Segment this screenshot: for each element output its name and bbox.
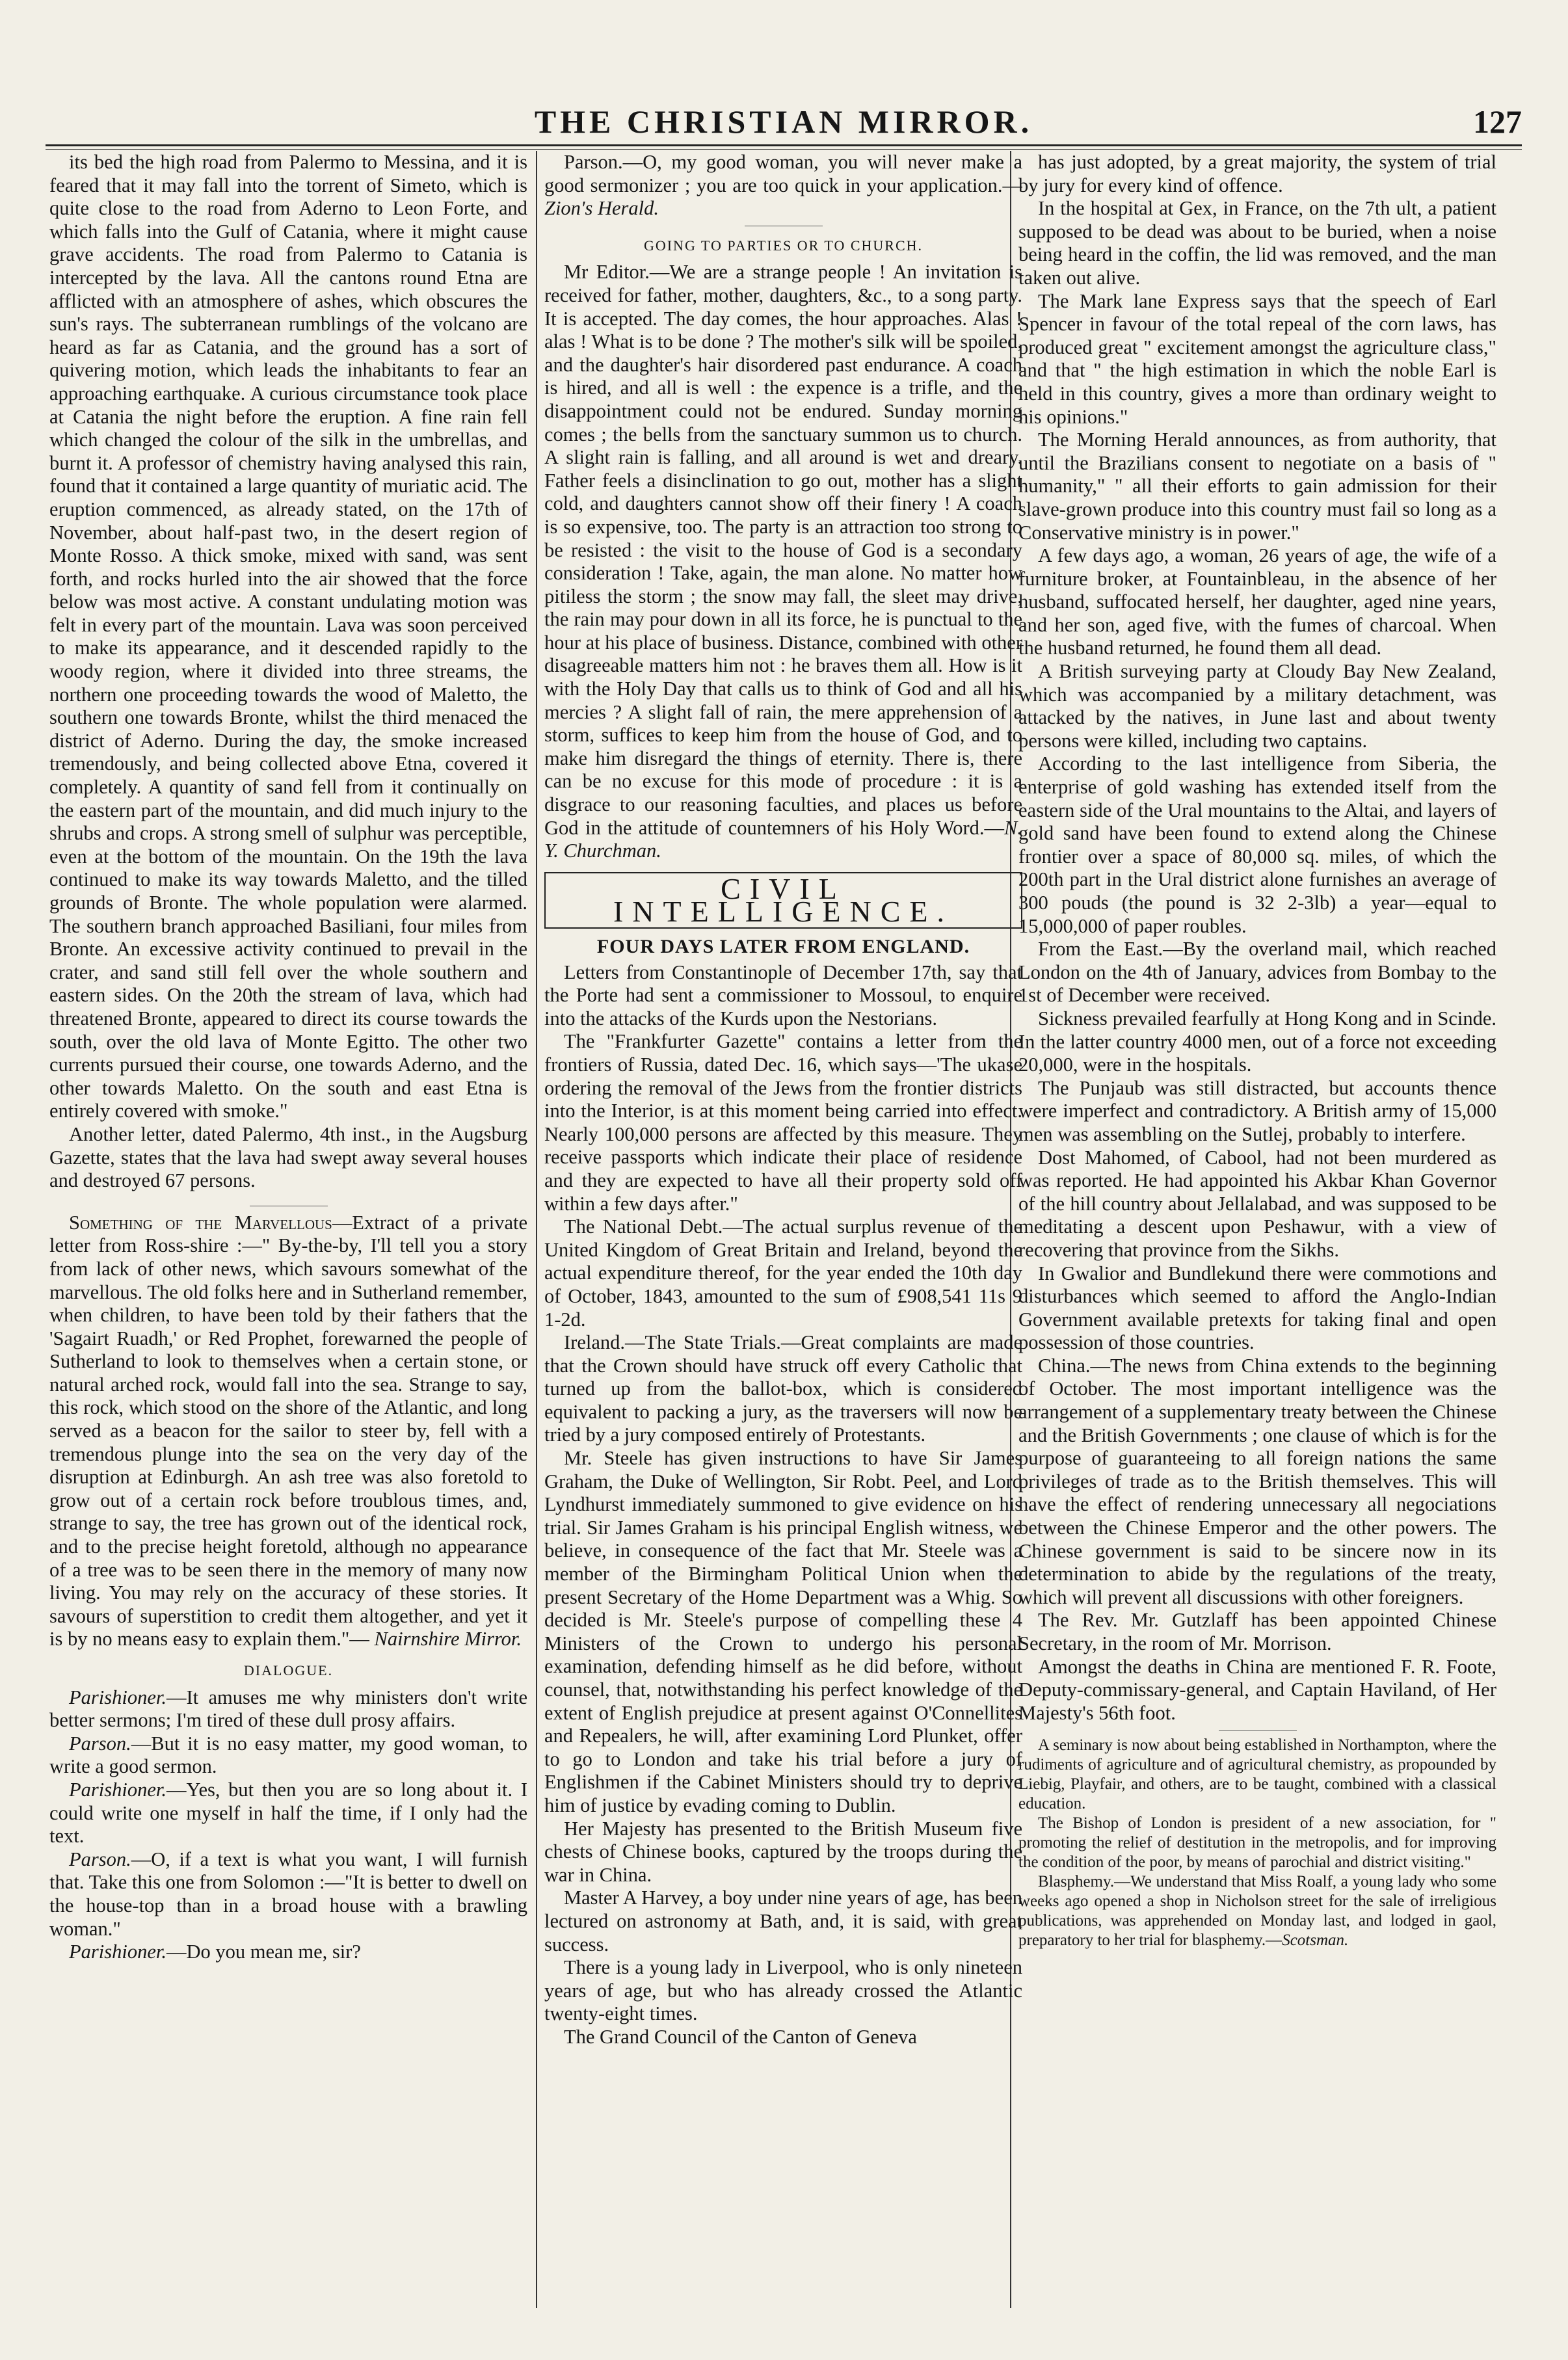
news-paragraph: Amongst the deaths in China are mentioned F. R. Foote, Deputy-commissary-general, and Captain Haviland, of Her Majesty's 56th foot.	[1018, 1655, 1496, 1724]
news-paragraph: has just adopted, by a great majority, the system of trial by jury for every kind of offence.	[1018, 151, 1496, 196]
masthead	[46, 98, 1522, 143]
parson-source: Zion's Herald.	[544, 197, 659, 220]
blasphemy-text: Blasphemy.—We understand that Miss Roalf, a young lady who some weeks ago opened a shop in Nicholson street for the sale of irreligious publications, was apprehended on Monday last, and lodged in gaol, preparatory to her trial for blasphemy.—	[1018, 1873, 1496, 1950]
dialogue-line	[49, 1686, 527, 1732]
speaker: Parson.	[69, 1732, 131, 1755]
paper-title: THE CHRISTIAN MIRROR.	[534, 103, 1033, 140]
church-text: Mr Editor.—We are a strange people ! An invitation is received for father, mother, daughters, &c., to a song party. It is accepted. The day comes, the hour approaches. Alas ! alas ! What is to be done ? The mother's silk will be spoiled, and the daughter's hair disordered past endurance. A coach is hired, and all is well : the expence is a trifle, and the disappointment could not be endured. Sunday morning comes ; the bells from the sanctuary summon us to church. A slight rain is falling, and all around is wet and dreary. Father feels a disinclination to go out, mother has a slight cold, and daughters cannot show off their finery ! A coach is so expensive, too. The party is an attraction too strong to be resisted : the visit to the house of God is a secondary consideration ! Take, again, the man alone. No matter how pitiless the storm ; the snow may fall, the sleet may drive, the rain may pour down in all its force, he is punctual to the hour at his place of business. Distance, combined with other disagreeable matters him not : he braves them all. How is it with the Holy Day that calls us to think of God and all his mercies ? A slight fall of rain, the mere apprehension of a storm, suffices to keep him from the house of God, and to make him disregard the things of eternity. There is, there can be no excuse for this mode of procedure : it is a disgrace to our reasoning faculties, and places us before God in the attitude of countemners of his Holy Word.—	[544, 261, 1022, 839]
news-paragraph: There is a young lady in Liverpool, who is only nineteen years of age, but who has already crossed the Atlantic twenty-eight times.	[544, 1956, 1022, 2025]
news-paragraph: The "Frankfurter Gazette" contains a letter from the frontiers of Russia, dated Dec. 16, which says—'The ukase ordering the removal of the Jews from the frontier districts into the Interior, is at this moment being carried into effect. Nearly 100,000 persons are affected by this measure. They receive passports which indicate their place of residence and they are expected to have all their property sold off within a few days after."	[544, 1030, 1022, 1215]
marvellous-article	[49, 1212, 527, 1651]
dialogue-text: —But it is no easy matter, my good woman, to write a good sermon.	[49, 1732, 527, 1778]
news-paragraph: The Punjaub was still distracted, but accounts thence were imperfect and contradictory. A British army of 15,000 men was assembling on the Sutlej, probably to interfere.	[1018, 1076, 1496, 1145]
news-paragraph: The Mark lane Express says that the speech of Earl Spencer in favour of the total repeal of the corn laws, has produced great " excitement amongst the agriculture class," and that " the high estimation in which the noble Earl is held in this country, gives a more than ordinary weight to his opinions."	[1018, 289, 1496, 428]
news-paragraph: Letters from Constantinople of December 17th, say that the Porte had sent a commissioner to Mossoul, to enquire into the attacks of the Kurds upon the Nestorians.	[544, 961, 1022, 1029]
header-rule	[46, 144, 1522, 146]
news-paragraph: A British surveying party at Cloudy Bay New Zealand, which was accompanied by a military detachment, was attacked by the natives, in June last and about twenty persons were killed, including two captains.	[1018, 660, 1496, 752]
scotsman-source: Scotsman.	[1282, 1931, 1349, 1950]
speaker: Parishioner.	[69, 1941, 166, 1963]
church-article	[544, 261, 1022, 862]
augsburg-paragraph: Another letter, dated Palermo, 4th inst., in the Augsburg Gazette, states that the lava had swept away several houses and destroyed 67 persons.	[49, 1122, 527, 1192]
dialogue-text: —It amuses me why ministers don't write better sermons; I'm tired of these dull prosy affairs.	[49, 1686, 527, 1732]
news-paragraph: The Grand Council of the Canton of Geneva	[564, 2025, 917, 2048]
news-paragraph: From the East.—By the overland mail, which reached London on the 4th of January, advices from Bombay to the 1st of December were received.	[1018, 938, 1496, 1007]
small-paragraph: The Bishop of London is president of a new association, for " promoting the relief of destitution in the metropolis, and for improving the condition of the poor, by means of parochial and district visiting."	[1018, 1814, 1496, 1872]
news-paragraph: Master A Harvey, a boy under nine years of age, has been lectured on astronomy at Bath, and, it is said, with great success.	[544, 1887, 1022, 1956]
news-paragraph: Dost Mahomed, of Cabool, had not been murdered as was reported. He had appointed his Akbar Khan Governor of the hill country about Jellalabad, and was supposed to be meditating a descent upon Peshawur, with a view of recovering that province from the Sikhs.	[1018, 1146, 1496, 1261]
speaker: Parishioner.	[69, 1686, 166, 1708]
dialogue-text: —O, if a text is what you want, I will furnish that. Take this one from Solomon :—"It is better to dwell on the house-top than in a broad house with a brawling woman."	[49, 1848, 527, 1940]
england-heading: FOUR DAYS LATER FROM ENGLAND.	[596, 936, 970, 957]
news-paragraph: In the hospital at Gex, in France, on the 7th ult, a patient supposed to be dead was about to be buried, when a noise being heard in the coffin, the lid was removed, and the man taken out alive.	[1018, 197, 1496, 289]
dialogue-text: —Do you mean me, sir?	[166, 1941, 361, 1963]
dialogue-line	[49, 1941, 527, 1964]
dialogue-line	[49, 1779, 527, 1848]
dialogue-heading: DIALOGUE.	[243, 1662, 334, 1678]
header-rule-thin	[46, 149, 1522, 150]
dialogue-text: —Yes, but then you are so long about it. I could write one myself in half the time, if I only had the text.	[49, 1778, 527, 1848]
news-paragraph: The National Debt.—The actual surplus revenue of the United Kingdom of Great Britain and Ireland, beyond the actual expenditure thereof, for the year ended the 10th day of October, 1843, amounted to the sum of £908,541 11s 9 1-2d.	[544, 1215, 1022, 1331]
page-number: 127	[1473, 103, 1522, 140]
small-paragraph: A seminary is now about being established in Northampton, where the rudiments of agriculture and of agricultural chemistry, as propounded by Liebig, Playfair, and others, are to be taught, combined with a classical education.	[1018, 1736, 1496, 1813]
news-paragraph: In Gwalior and Bundlekund there were commotions and disturbances which seemed to afford the Anglo-Indian Government available pretexts for taking final and open possession of those countries.	[1018, 1262, 1496, 1354]
speaker: Parson.	[69, 1848, 131, 1870]
news-paragraph: Mr. Steele has given instructions to have Sir James Graham, the Duke of Wellington, Sir Robt. Peel, and Lord Lyndhurst immediately summoned to give evidence on his trial. Sir James Graham is his principal English witness, we believe, in consequence of the fact that Mr. Steele was a member of the Birmingham Political Union when the present Secretary of the Home Department was a Whig. So decided is Mr. Steele's purpose of compelling these 4 Ministers of the Crown to undergo his personal examination, defending himself as he did before, without counsel, that, notwithstanding his perfect knowledge of the extent of English prejudice at present against O'Connellites and Repealers, he will, after examining Lord Plunket, offer to go to London and take his trial before a jury of Englishmen if the Cabinet Ministers should try to deprive him of justice by evading coming to Dublin.	[544, 1447, 1022, 1816]
news-paragraph: China.—The news from China extends to the beginning of October. The most important intelligence was the arrangement of a supplementary treaty between the Chinese and the British Governments ; one clause of which is for the purpose of guaranteeing to all foreign nations the same privileges of trade as to the British themselves. This will have the effect of rendering unnecessary all negociations between the Chinese Emperor and the other powers. The Chinese government is said to be sincere now in its determination to abide by the regulations of the treaty, which will prevent all discussions with other foreigners.	[1018, 1354, 1496, 1608]
dialogue-line	[49, 1732, 527, 1779]
marvellous-source: Nairnshire Mirror.	[374, 1628, 522, 1651]
marvellous-lead: Something of the Marvellous	[69, 1211, 332, 1234]
column-2	[544, 151, 1022, 2308]
column-divider	[536, 151, 537, 2308]
column-1	[49, 151, 527, 2308]
speaker: Parishioner.	[69, 1778, 166, 1801]
church-source: N. Y. Churchman.	[544, 816, 1022, 862]
parson-text: Parson.—O, my good woman, you will never make a good sermonizer ; you are too quick in your application.—	[544, 151, 1022, 196]
etna-article: its bed the high road from Palermo to Messina, and it is feared that it may fall into the torrent of Simeto, which is quite close to the road from Aderno to Leon Forte, and which falls into the Gulf of Catania, where it might cause grave accidents. The road from Palermo to Catania is intercepted by the lava. All the cantons round Etna are afflicted with an atmosphere of ashes, which obscures the sun's rays. The subterranean rumblings of the volcano are heard as far as Catania, and the ground has a sort of quivering motion, which leads the inhabitants to fear an approaching earthquake. A curious circumstance took place at Catania the night before the eruption. A fine rain fell which changed the colour of the silk in the umbrellas, and burnt it. A professor of chemistry having analysed this rain, found that it contained a large quantity of muriatic acid. The eruption commenced, as already stated, on the 17th of November, about half-past two, in the desert region of Monte Rosso. A thick smoke, mixed with sand, was sent forth, and rocks hurled into the air showed that the force below was most active. A constant undulating motion was felt in every part of the mountain. Lava was soon perceived to make its appearance, and it descended rapidly to the woody region, where it divided into three streams, the northern one proceeding towards the wood of Maletto, the southern one towards Bronte, whilst the third menaced the district of Aderno. During the day, the smoke increased tremendously, and being collected above Etna, covered it completely. A quantity of sand fell from it continually on the eastern part of the mountain, and did much injury to the shrubs and crops. A strong smell of sulphur was perceptible, even at the bottom of the mountain. On the 19th the lava continued to make its way towards Maletto, and the tilled grounds of Bronte. The whole population were alarmed. The southern branch approached Basiliani, four miles from Bronte. An excessive activity continued to prevail in the crater, and sand still fell over the whole southern and eastern sides. On the 20th the stream of lava, which had threatened Bronte, appeared to direct its course towards the south, over the old lava of Monte Egitto. The other two currents pursued their course, one towards Aderno, and the other towards Maletto. On the south and east Etna is entirely covered with smoke."	[49, 151, 527, 1122]
news-paragraph: According to the last intelligence from Siberia, the enterprise of gold washing has extended itself from the eastern side of the Ural mountains to the Altai, and layers of gold sand have been found to extend along the Chinese frontier over a space of 80,000 sq. miles, of which the 200th part in the Ural district alone furnishes an average of 300 pouds (the pound is 32 2-3lb) a year—equal to 15,000,000 of paper roubles.	[1018, 752, 1496, 937]
news-paragraph: The Rev. Mr. Gutzlaff has been appointed Chinese Secretary, in the room of Mr. Morrison.	[1018, 1609, 1496, 1654]
news-paragraph: Ireland.—The State Trials.—Great complaints are made that the Crown should have struck off every Catholic that turned up from the ballot-box, which is considered equivalent to packing a jury, as the traversers will now be tried by a jury composed entirely of Protestants.	[544, 1331, 1022, 1446]
civil-intelligence-heading: CIVIL INTELLIGENCE.	[544, 872, 1022, 929]
small-paragraph	[1018, 1872, 1496, 1950]
marvellous-body: —Extract of a private letter from Ross-shire :—" By-the-by, I'll tell you a story from lack of other news, which savours somewhat of the marvellous. The old folks here and in Sutherland remember, when children, to have been told by their fathers that the 'Sagairt Ruadh,' or Red Prophet, forewarned the people of Sutherland to look to themselves when a certain stone, or natural arched rock, would fall into the sea. Strange to say, this rock, which stood on the shore of the Atlantic, and long served as a beacon for the sailor to steer by, fell with a tremendous plunge into the sea on the very day of the disruption at Edinburgh. An ash tree was also foretold to grow out of a certain rock before troublous times, and, strange to say, the tree has grown out of the identical rock, and to the precise height foretold, although no appearance of a tree was to be seen there in the memory of many now living. You may rely on the accuracy of these stories. It savours of superstition to credit them altogether, and yet it is by no means easy to explain them."—	[49, 1211, 527, 1651]
news-paragraph: Sickness prevailed fearfully at Hong Kong and in Scinde. In the latter country 4000 men, out of a force not exceeding 20,000, were in the hospitals.	[1018, 1007, 1496, 1076]
dialogue-line	[49, 1848, 527, 1941]
news-paragraph: A few days ago, a woman, 26 years of age, the wife of a furniture broker, at Fountainbleau, in the absence of her husband, suffocated herself, her daughter, aged nine years, and her son, aged five, with the fumes of charcoal. When the husband returned, he found them all dead.	[1018, 544, 1496, 659]
church-heading: GOING TO PARTIES OR TO CHURCH.	[643, 237, 924, 254]
news-paragraph: Her Majesty has presented to the British Museum five chests of Chinese books, captured by the troops during the war in China.	[544, 1817, 1022, 1886]
news-paragraph: The Morning Herald announces, as from authority, that until the Brazilians consent to negotiate on a basis of " humanity," " all their efforts to gain admission for their slave-grown produce into this country must fail so long as a Conservative ministry is in power."	[1018, 429, 1496, 544]
parson-close	[544, 151, 1022, 220]
column-3	[1018, 151, 1496, 2308]
